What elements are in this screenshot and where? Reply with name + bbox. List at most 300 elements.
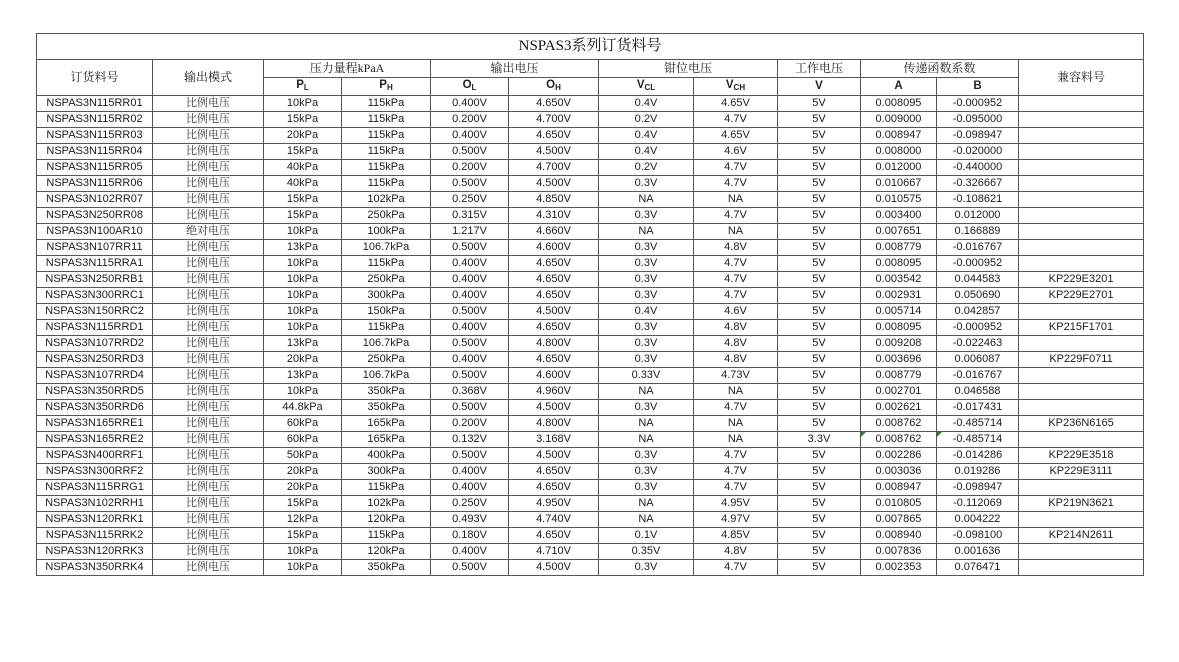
cell-p_high: 300kPa bbox=[342, 288, 431, 304]
cell-coef_a: 0.002701 bbox=[861, 384, 937, 400]
cell-output_mode: 比例电压 bbox=[153, 448, 264, 464]
cell-v_clamp_high: 4.7V bbox=[694, 448, 778, 464]
cell-output_mode: 比例电压 bbox=[153, 432, 264, 448]
cell-compatible_part bbox=[1019, 512, 1144, 528]
cell-v_work: 5V bbox=[778, 288, 861, 304]
cell-o_high: 4.850V bbox=[509, 192, 599, 208]
cell-output_mode: 比例电压 bbox=[153, 240, 264, 256]
cell-p_low: 10kPa bbox=[264, 304, 342, 320]
cell-p_high: 115kPa bbox=[342, 112, 431, 128]
cell-part_number: NSPAS3N150RRC2 bbox=[37, 304, 153, 320]
table-row bbox=[37, 128, 1144, 144]
table-row bbox=[37, 512, 1144, 528]
cell-part_number: NSPAS3N350RRD5 bbox=[37, 384, 153, 400]
table-row bbox=[37, 288, 1144, 304]
cell-p_low: 20kPa bbox=[264, 128, 342, 144]
cell-p_high: 250kPa bbox=[342, 352, 431, 368]
cell-v_work: 5V bbox=[778, 192, 861, 208]
cell-p_low: 15kPa bbox=[264, 192, 342, 208]
cell-v_clamp_high: 4.65V bbox=[694, 96, 778, 112]
cell-p_high: 115kPa bbox=[342, 528, 431, 544]
cell-v_work: 5V bbox=[778, 416, 861, 432]
cell-compatible_part bbox=[1019, 336, 1144, 352]
cell-coef_b: -0.022463 bbox=[937, 336, 1019, 352]
cell-p_low: 10kPa bbox=[264, 544, 342, 560]
table-row bbox=[37, 400, 1144, 416]
cell-v_clamp_low: 0.3V bbox=[599, 336, 694, 352]
cell-o_low: 0.400V bbox=[431, 352, 509, 368]
cell-coef_b: -0.112069 bbox=[937, 496, 1019, 512]
cell-coef_b: -0.098100 bbox=[937, 528, 1019, 544]
cell-output_mode: 比例电压 bbox=[153, 544, 264, 560]
cell-o_high: 4.500V bbox=[509, 400, 599, 416]
cell-v_clamp_low: 0.3V bbox=[599, 240, 694, 256]
cell-v_clamp_high: 4.8V bbox=[694, 352, 778, 368]
header-group-row bbox=[37, 60, 1144, 78]
cell-v_clamp_low: 0.3V bbox=[599, 272, 694, 288]
cell-part_number: NSPAS3N115RRD1 bbox=[37, 320, 153, 336]
cell-v_clamp_high: NA bbox=[694, 384, 778, 400]
cell-coef_a: 0.012000 bbox=[861, 160, 937, 176]
cell-v_clamp_high: 4.7V bbox=[694, 560, 778, 576]
cell-p_low: 20kPa bbox=[264, 480, 342, 496]
cell-p_low: 15kPa bbox=[264, 496, 342, 512]
cell-part_number: NSPAS3N102RRH1 bbox=[37, 496, 153, 512]
table-body bbox=[37, 96, 1144, 576]
cell-v_clamp_high: 4.7V bbox=[694, 176, 778, 192]
cell-output_mode: 比例电压 bbox=[153, 128, 264, 144]
cell-v_clamp_high: 4.7V bbox=[694, 288, 778, 304]
cell-p_high: 165kPa bbox=[342, 416, 431, 432]
cell-coef_b: -0.016767 bbox=[937, 368, 1019, 384]
cell-part_number: NSPAS3N100AR10 bbox=[37, 224, 153, 240]
cell-p_high: 350kPa bbox=[342, 384, 431, 400]
cell-coef_a: 0.008947 bbox=[861, 480, 937, 496]
table-row bbox=[37, 544, 1144, 560]
cell-coef_a: 0.002286 bbox=[861, 448, 937, 464]
cell-v_clamp_low: NA bbox=[599, 384, 694, 400]
cell-output_mode: 比例电压 bbox=[153, 112, 264, 128]
cell-part_number: NSPAS3N165RRE2 bbox=[37, 432, 153, 448]
cell-compatible_part bbox=[1019, 544, 1144, 560]
cell-o_high: 4.700V bbox=[509, 112, 599, 128]
cell-coef_a: 0.002931 bbox=[861, 288, 937, 304]
table-row bbox=[37, 176, 1144, 192]
cell-compatible_part bbox=[1019, 160, 1144, 176]
cell-v_work: 5V bbox=[778, 96, 861, 112]
cell-p_high: 115kPa bbox=[342, 144, 431, 160]
cell-output_mode: 比例电压 bbox=[153, 368, 264, 384]
cell-coef_a-with-error-marker: 0.008762 bbox=[861, 432, 937, 448]
cell-v_work: 5V bbox=[778, 560, 861, 576]
cell-coef_a: 0.008940 bbox=[861, 528, 937, 544]
cell-o_low: 0.500V bbox=[431, 368, 509, 384]
cell-p_low: 10kPa bbox=[264, 384, 342, 400]
cell-v_clamp_low: 0.3V bbox=[599, 560, 694, 576]
cell-v_work: 5V bbox=[778, 368, 861, 384]
cell-output_mode: 比例电压 bbox=[153, 320, 264, 336]
table-row bbox=[37, 432, 1144, 448]
cell-compatible_part: KP215F1701 bbox=[1019, 320, 1144, 336]
cell-o_low: 0.500V bbox=[431, 176, 509, 192]
cell-coef_a: 0.009000 bbox=[861, 112, 937, 128]
cell-output_mode: 比例电压 bbox=[153, 400, 264, 416]
cell-v_clamp_low: 0.3V bbox=[599, 464, 694, 480]
cell-v_clamp_low: 0.4V bbox=[599, 128, 694, 144]
cell-coef_a: 0.008779 bbox=[861, 240, 937, 256]
cell-part_number: NSPAS3N115RRG1 bbox=[37, 480, 153, 496]
cell-o_high: 4.650V bbox=[509, 128, 599, 144]
cell-coef_a: 0.003036 bbox=[861, 464, 937, 480]
cell-v_clamp_low: 0.3V bbox=[599, 256, 694, 272]
cell-compatible_part bbox=[1019, 256, 1144, 272]
cell-output_mode: 比例电压 bbox=[153, 352, 264, 368]
cell-coef_b: -0.017431 bbox=[937, 400, 1019, 416]
cell-o_low: 0.250V bbox=[431, 192, 509, 208]
cell-p_low: 15kPa bbox=[264, 208, 342, 224]
cell-o_high: 4.500V bbox=[509, 304, 599, 320]
cell-v_clamp_high: 4.7V bbox=[694, 208, 778, 224]
cell-v_work: 5V bbox=[778, 352, 861, 368]
cell-compatible_part bbox=[1019, 176, 1144, 192]
table-row bbox=[37, 384, 1144, 400]
cell-part_number: NSPAS3N107RR11 bbox=[37, 240, 153, 256]
cell-coef_a: 0.007865 bbox=[861, 512, 937, 528]
cell-compatible_part: KP229E3111 bbox=[1019, 464, 1144, 480]
cell-v_work: 5V bbox=[778, 336, 861, 352]
cell-o_high: 4.650V bbox=[509, 464, 599, 480]
cell-o_low: 1.217V bbox=[431, 224, 509, 240]
cell-v_clamp_high: 4.97V bbox=[694, 512, 778, 528]
cell-v_clamp_high: 4.7V bbox=[694, 272, 778, 288]
cell-part_number: NSPAS3N120RRK1 bbox=[37, 512, 153, 528]
cell-coef_b: 0.042857 bbox=[937, 304, 1019, 320]
cell-p_high: 120kPa bbox=[342, 544, 431, 560]
cell-output_mode: 比例电压 bbox=[153, 480, 264, 496]
cell-o_high: 4.650V bbox=[509, 528, 599, 544]
cell-p_high: 350kPa bbox=[342, 400, 431, 416]
cell-v_clamp_low: 0.2V bbox=[599, 112, 694, 128]
cell-v_work: 5V bbox=[778, 544, 861, 560]
cell-coef_b: 0.012000 bbox=[937, 208, 1019, 224]
cell-v_clamp_high: 4.65V bbox=[694, 128, 778, 144]
cell-o_low: 0.500V bbox=[431, 144, 509, 160]
cell-compatible_part bbox=[1019, 560, 1144, 576]
cell-compatible_part bbox=[1019, 112, 1144, 128]
cell-v_work: 5V bbox=[778, 128, 861, 144]
table-row bbox=[37, 112, 1144, 128]
table-row bbox=[37, 416, 1144, 432]
table-row bbox=[37, 368, 1144, 384]
cell-o_low: 0.180V bbox=[431, 528, 509, 544]
cell-p_high: 102kPa bbox=[342, 496, 431, 512]
cell-part_number: NSPAS3N350RRD6 bbox=[37, 400, 153, 416]
cell-o_high: 4.800V bbox=[509, 336, 599, 352]
cell-p_low: 10kPa bbox=[264, 272, 342, 288]
cell-v_clamp_low: NA bbox=[599, 432, 694, 448]
cell-p_low: 15kPa bbox=[264, 528, 342, 544]
cell-part_number: NSPAS3N115RR06 bbox=[37, 176, 153, 192]
cell-coef_a: 0.009208 bbox=[861, 336, 937, 352]
cell-v_clamp_low: 0.3V bbox=[599, 320, 694, 336]
cell-o_high: 4.600V bbox=[509, 240, 599, 256]
cell-o_high: 4.650V bbox=[509, 288, 599, 304]
table-row bbox=[37, 240, 1144, 256]
cell-p_low: 10kPa bbox=[264, 96, 342, 112]
column-header-part-number: 订货料号 bbox=[37, 60, 153, 96]
cell-coef_b: -0.014286 bbox=[937, 448, 1019, 464]
cell-output_mode: 比例电压 bbox=[153, 144, 264, 160]
cell-part_number: NSPAS3N115RR02 bbox=[37, 112, 153, 128]
cell-p_low: 10kPa bbox=[264, 256, 342, 272]
cell-coef_b: -0.000952 bbox=[937, 256, 1019, 272]
cell-o_low: 0.400V bbox=[431, 256, 509, 272]
cell-output_mode: 比例电压 bbox=[153, 96, 264, 112]
cell-coef_a: 0.007836 bbox=[861, 544, 937, 560]
cell-v_clamp_high: NA bbox=[694, 416, 778, 432]
cell-o_high: 4.660V bbox=[509, 224, 599, 240]
cell-output_mode: 比例电压 bbox=[153, 496, 264, 512]
cell-p_high: 115kPa bbox=[342, 176, 431, 192]
cell-v_work: 5V bbox=[778, 400, 861, 416]
cell-coef_a: 0.008095 bbox=[861, 320, 937, 336]
cell-p_high: 120kPa bbox=[342, 512, 431, 528]
cell-compatible_part: KP236N6165 bbox=[1019, 416, 1144, 432]
cell-p_high: 115kPa bbox=[342, 480, 431, 496]
cell-coef_a: 0.010667 bbox=[861, 176, 937, 192]
cell-part_number: NSPAS3N165RRE1 bbox=[37, 416, 153, 432]
cell-v_clamp_low: NA bbox=[599, 512, 694, 528]
cell-p_low: 40kPa bbox=[264, 160, 342, 176]
cell-output_mode: 比例电压 bbox=[153, 512, 264, 528]
page-title: NSPAS3系列订货料号 bbox=[37, 34, 1144, 60]
cell-part_number: NSPAS3N120RRK3 bbox=[37, 544, 153, 560]
cell-o_low: 0.400V bbox=[431, 544, 509, 560]
cell-v_work: 5V bbox=[778, 480, 861, 496]
cell-o_high: 4.650V bbox=[509, 352, 599, 368]
cell-coef_b: -0.000952 bbox=[937, 320, 1019, 336]
cell-part_number: NSPAS3N350RRK4 bbox=[37, 560, 153, 576]
cell-p_high: 115kPa bbox=[342, 320, 431, 336]
cell-part_number: NSPAS3N115RR04 bbox=[37, 144, 153, 160]
cell-v_clamp_high: 4.7V bbox=[694, 480, 778, 496]
cell-compatible_part bbox=[1019, 432, 1144, 448]
cell-p_low: 12kPa bbox=[264, 512, 342, 528]
cell-compatible_part: KP214N2611 bbox=[1019, 528, 1144, 544]
cell-coef_b: 0.044583 bbox=[937, 272, 1019, 288]
cell-o_low: 0.493V bbox=[431, 512, 509, 528]
cell-output_mode: 比例电压 bbox=[153, 528, 264, 544]
cell-v_clamp_low: NA bbox=[599, 416, 694, 432]
cell-p_high: 250kPa bbox=[342, 208, 431, 224]
cell-p_high: 115kPa bbox=[342, 256, 431, 272]
cell-v_clamp_low: NA bbox=[599, 496, 694, 512]
cell-v_work: 5V bbox=[778, 272, 861, 288]
cell-v_clamp_high: 4.7V bbox=[694, 256, 778, 272]
cell-v_work: 5V bbox=[778, 512, 861, 528]
cell-v_work: 5V bbox=[778, 176, 861, 192]
cell-coef_b: -0.326667 bbox=[937, 176, 1019, 192]
column-group-pressure-range: 压力量程kPaA bbox=[264, 60, 431, 78]
cell-o_low: 0.500V bbox=[431, 240, 509, 256]
column-group-transfer-coefficients: 传递函数系数 bbox=[861, 60, 1019, 78]
subheader-coef-a: A bbox=[861, 78, 937, 96]
cell-compatible_part: KP229E2701 bbox=[1019, 288, 1144, 304]
cell-o_low: 0.400V bbox=[431, 480, 509, 496]
part-number-table bbox=[36, 33, 1144, 576]
cell-p_low: 40kPa bbox=[264, 176, 342, 192]
cell-o_low: 0.368V bbox=[431, 384, 509, 400]
cell-coef_a: 0.005714 bbox=[861, 304, 937, 320]
cell-coef_a: 0.008762 bbox=[861, 416, 937, 432]
cell-o_high: 4.650V bbox=[509, 320, 599, 336]
subheader-v-clamp-high: $V_{CH}$ bbox=[694, 78, 778, 96]
cell-p_high: 115kPa bbox=[342, 128, 431, 144]
cell-v_work: 5V bbox=[778, 240, 861, 256]
cell-part_number: NSPAS3N400RRF1 bbox=[37, 448, 153, 464]
subheader-o-low: $O_L$ bbox=[431, 78, 509, 96]
cell-v_clamp_low: 0.3V bbox=[599, 288, 694, 304]
cell-coef_b: -0.020000 bbox=[937, 144, 1019, 160]
cell-p_high: 106.7kPa bbox=[342, 336, 431, 352]
cell-output_mode: 比例电压 bbox=[153, 272, 264, 288]
column-group-output-voltage: 输出电压 bbox=[431, 60, 599, 78]
cell-v_clamp_high: NA bbox=[694, 192, 778, 208]
cell-part_number: NSPAS3N107RRD4 bbox=[37, 368, 153, 384]
cell-p_high: 102kPa bbox=[342, 192, 431, 208]
cell-p_low: 13kPa bbox=[264, 336, 342, 352]
cell-coef_b-with-error-marker: -0.485714 bbox=[937, 432, 1019, 448]
cell-o_high: 4.950V bbox=[509, 496, 599, 512]
cell-compatible_part: KP229F0711 bbox=[1019, 352, 1144, 368]
cell-v_clamp_high: 4.85V bbox=[694, 528, 778, 544]
cell-v_clamp_low: 0.33V bbox=[599, 368, 694, 384]
table-row bbox=[37, 144, 1144, 160]
cell-v_clamp_high: 4.6V bbox=[694, 304, 778, 320]
cell-compatible_part bbox=[1019, 384, 1144, 400]
column-group-working-voltage: 工作电压 bbox=[778, 60, 861, 78]
cell-v_clamp_high: 4.6V bbox=[694, 144, 778, 160]
cell-part_number: NSPAS3N107RRD2 bbox=[37, 336, 153, 352]
cell-compatible_part: KP229E3201 bbox=[1019, 272, 1144, 288]
cell-v_work: 5V bbox=[778, 144, 861, 160]
cell-o_low: 0.200V bbox=[431, 112, 509, 128]
cell-v_clamp_low: 0.4V bbox=[599, 144, 694, 160]
cell-p_low: 60kPa bbox=[264, 416, 342, 432]
cell-coef_b: 0.166889 bbox=[937, 224, 1019, 240]
cell-output_mode: 比例电压 bbox=[153, 256, 264, 272]
table-row bbox=[37, 304, 1144, 320]
cell-o_low: 0.500V bbox=[431, 400, 509, 416]
table-row bbox=[37, 272, 1144, 288]
cell-part_number: NSPAS3N115RRK2 bbox=[37, 528, 153, 544]
cell-compatible_part bbox=[1019, 400, 1144, 416]
cell-o_low: 0.250V bbox=[431, 496, 509, 512]
cell-p_high: 300kPa bbox=[342, 464, 431, 480]
cell-v_work: 5V bbox=[778, 304, 861, 320]
cell-v_clamp_low: NA bbox=[599, 192, 694, 208]
cell-p_high: 350kPa bbox=[342, 560, 431, 576]
cell-p_high: 100kPa bbox=[342, 224, 431, 240]
cell-v_work: 5V bbox=[778, 384, 861, 400]
cell-compatible_part bbox=[1019, 240, 1144, 256]
cell-coef_a: 0.003542 bbox=[861, 272, 937, 288]
cell-v_clamp_low: 0.3V bbox=[599, 448, 694, 464]
cell-o_high: 3.168V bbox=[509, 432, 599, 448]
cell-coef_a: 0.008779 bbox=[861, 368, 937, 384]
cell-part_number: NSPAS3N300RRC1 bbox=[37, 288, 153, 304]
cell-o_high: 4.710V bbox=[509, 544, 599, 560]
cell-coef_b: 0.046588 bbox=[937, 384, 1019, 400]
table-row bbox=[37, 352, 1144, 368]
table-row bbox=[37, 208, 1144, 224]
cell-p_low: 10kPa bbox=[264, 224, 342, 240]
cell-p_low: 10kPa bbox=[264, 560, 342, 576]
table-row bbox=[37, 528, 1144, 544]
cell-v_clamp_high: 4.7V bbox=[694, 112, 778, 128]
cell-o_low: 0.500V bbox=[431, 448, 509, 464]
cell-coef_b: 0.050690 bbox=[937, 288, 1019, 304]
cell-part_number: NSPAS3N300RRF2 bbox=[37, 464, 153, 480]
table-row bbox=[37, 480, 1144, 496]
cell-coef_b: -0.485714 bbox=[937, 416, 1019, 432]
table-row bbox=[37, 448, 1144, 464]
cell-coef_b: 0.001636 bbox=[937, 544, 1019, 560]
cell-coef_b: 0.076471 bbox=[937, 560, 1019, 576]
cell-o_high: 4.500V bbox=[509, 448, 599, 464]
cell-o_high: 4.700V bbox=[509, 160, 599, 176]
cell-coef_a: 0.010805 bbox=[861, 496, 937, 512]
cell-coef_a: 0.002621 bbox=[861, 400, 937, 416]
cell-o_high: 4.960V bbox=[509, 384, 599, 400]
cell-output_mode: 比例电压 bbox=[153, 560, 264, 576]
cell-compatible_part bbox=[1019, 144, 1144, 160]
cell-coef_a: 0.003696 bbox=[861, 352, 937, 368]
cell-o_low: 0.400V bbox=[431, 272, 509, 288]
cell-v_clamp_low: 0.2V bbox=[599, 160, 694, 176]
cell-coef_a: 0.008095 bbox=[861, 96, 937, 112]
cell-part_number: NSPAS3N115RR05 bbox=[37, 160, 153, 176]
cell-p_low: 50kPa bbox=[264, 448, 342, 464]
cell-v_clamp_high: 4.7V bbox=[694, 400, 778, 416]
subheader-o-high: $O_H$ bbox=[509, 78, 599, 96]
cell-p_high: 106.7kPa bbox=[342, 368, 431, 384]
subheader-working-voltage-v: V bbox=[778, 78, 861, 96]
cell-v_clamp_low: 0.4V bbox=[599, 96, 694, 112]
cell-v_clamp_high: 4.8V bbox=[694, 336, 778, 352]
cell-coef_b: -0.016767 bbox=[937, 240, 1019, 256]
cell-v_clamp_high: 4.8V bbox=[694, 320, 778, 336]
cell-v_clamp_low: 0.4V bbox=[599, 304, 694, 320]
cell-v_clamp_low: 0.3V bbox=[599, 480, 694, 496]
cell-coef_b: 0.019286 bbox=[937, 464, 1019, 480]
cell-coef_b: -0.095000 bbox=[937, 112, 1019, 128]
cell-v_work: 5V bbox=[778, 160, 861, 176]
cell-compatible_part bbox=[1019, 368, 1144, 384]
table-row bbox=[37, 464, 1144, 480]
cell-p_high: 150kPa bbox=[342, 304, 431, 320]
table-row bbox=[37, 256, 1144, 272]
cell-output_mode: 比例电压 bbox=[153, 160, 264, 176]
subheader-coef-b: B bbox=[937, 78, 1019, 96]
cell-o_high: 4.800V bbox=[509, 416, 599, 432]
cell-p_low: 15kPa bbox=[264, 112, 342, 128]
cell-o_low: 0.400V bbox=[431, 288, 509, 304]
subheader-p-low: $P_L$ bbox=[264, 78, 342, 96]
cell-v_work: 5V bbox=[778, 256, 861, 272]
cell-v_clamp_low: 0.3V bbox=[599, 352, 694, 368]
cell-o_low: 0.500V bbox=[431, 560, 509, 576]
